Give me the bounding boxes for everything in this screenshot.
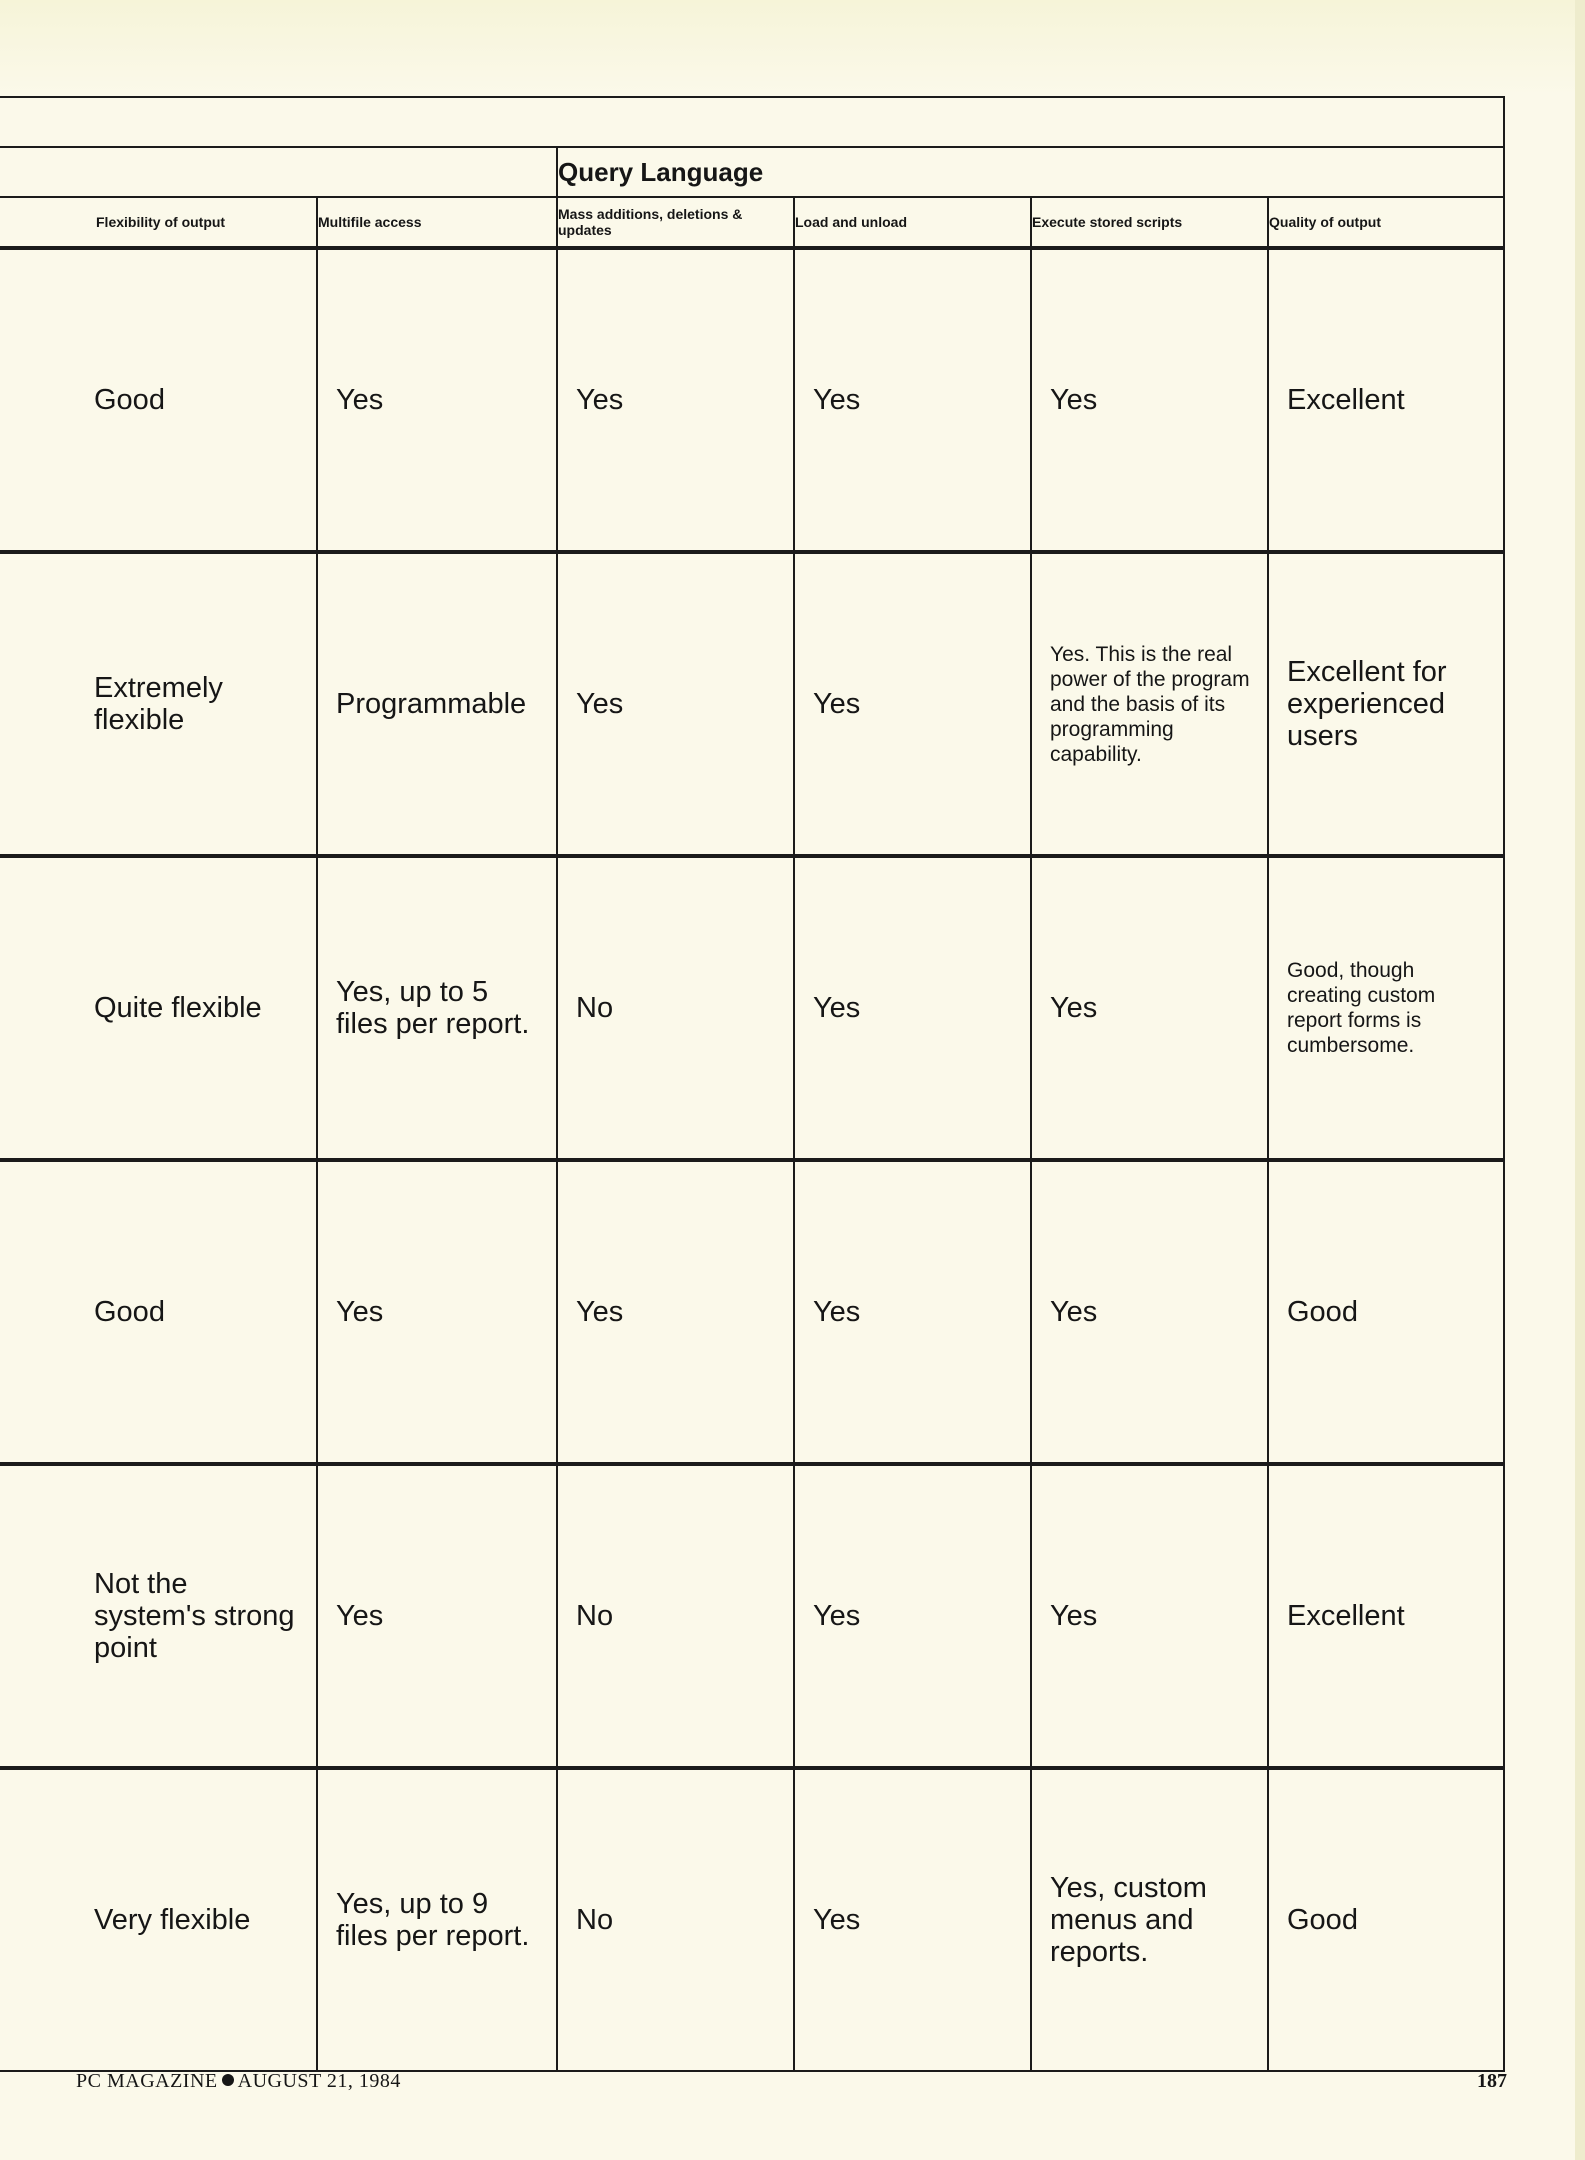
column-header: Quality of output xyxy=(1268,197,1504,248)
publication-name: PC MAGAZINE xyxy=(76,2070,218,2092)
table-cell: Good xyxy=(1268,1768,1504,2071)
table-cell: Extremely flexible xyxy=(0,552,317,856)
column-header: Load and unload xyxy=(794,197,1031,248)
footer-publication-line xyxy=(76,2070,401,2093)
table-cell: Yes xyxy=(794,1768,1031,2071)
table-cell: Yes xyxy=(794,552,1031,856)
column-header: Multifile access xyxy=(317,197,557,248)
table-cell: Programmable xyxy=(317,552,557,856)
query-language-heading: Query Language xyxy=(557,147,1504,197)
column-header: Execute stored scripts xyxy=(1031,197,1268,248)
table-cell: No xyxy=(557,856,794,1160)
table-cell: Not the system's strong point xyxy=(0,1464,317,1768)
table-row xyxy=(0,1464,1504,1768)
table-cell: No xyxy=(557,1464,794,1768)
column-header: Flexibility of output xyxy=(0,197,317,248)
page-edge xyxy=(1575,0,1585,2160)
comparison-table xyxy=(0,96,1505,2072)
table-cell: Yes xyxy=(794,1160,1031,1464)
table-row xyxy=(0,552,1504,856)
table-cell: Yes, up to 5 files per report. xyxy=(317,856,557,1160)
table-cell: Good, though creating custom report forms is cumbersome. xyxy=(1268,856,1504,1160)
table-cell: Yes, custom menus and reports. xyxy=(1031,1768,1268,2071)
bullet-separator xyxy=(222,2074,234,2086)
table-row xyxy=(0,1160,1504,1464)
table-cell: Yes xyxy=(1031,248,1268,552)
table-cell: Good xyxy=(1268,1160,1504,1464)
table-row xyxy=(0,1768,1504,2071)
table-cell: Yes, up to 9 files per report. xyxy=(317,1768,557,2071)
table-cell: Excellent xyxy=(1268,248,1504,552)
column-header: Mass additions, deletions & updates xyxy=(557,197,794,248)
table-cell: Yes xyxy=(794,856,1031,1160)
table-cell: Yes xyxy=(794,1464,1031,1768)
table-cell: Yes xyxy=(1031,1160,1268,1464)
table-cell: Yes xyxy=(1031,1464,1268,1768)
group-header-row xyxy=(0,147,1504,197)
table-cell: Very flexible xyxy=(0,1768,317,2071)
table-cell: Good xyxy=(0,248,317,552)
table-cell: Yes xyxy=(317,248,557,552)
table-cell: Yes xyxy=(794,248,1031,552)
table-cell: Yes. This is the real power of the program and the basis of its programming capability. xyxy=(1031,552,1268,856)
table-cell: Quite flexible xyxy=(0,856,317,1160)
table-cell: Yes xyxy=(1031,856,1268,1160)
table-cell: Yes xyxy=(557,552,794,856)
table-cell: Yes xyxy=(557,248,794,552)
table-cell: Yes xyxy=(317,1160,557,1464)
publication-date: AUGUST 21, 1984 xyxy=(237,2070,401,2092)
page-number: 187 xyxy=(1477,2070,1507,2092)
column-header-row xyxy=(0,197,1504,248)
table-cell: No xyxy=(557,1768,794,2071)
blank-header-cell xyxy=(0,97,1504,147)
table-row xyxy=(0,856,1504,1160)
table-top-row xyxy=(0,97,1504,147)
table-cell: Excellent for experienced users xyxy=(1268,552,1504,856)
page-top-margin xyxy=(0,0,1585,95)
table-cell: Yes xyxy=(557,1160,794,1464)
table-cell: Yes xyxy=(317,1464,557,1768)
table-cell: Excellent xyxy=(1268,1464,1504,1768)
table-cell: Good xyxy=(0,1160,317,1464)
table-row xyxy=(0,248,1504,552)
blank-group-cell xyxy=(0,147,557,197)
